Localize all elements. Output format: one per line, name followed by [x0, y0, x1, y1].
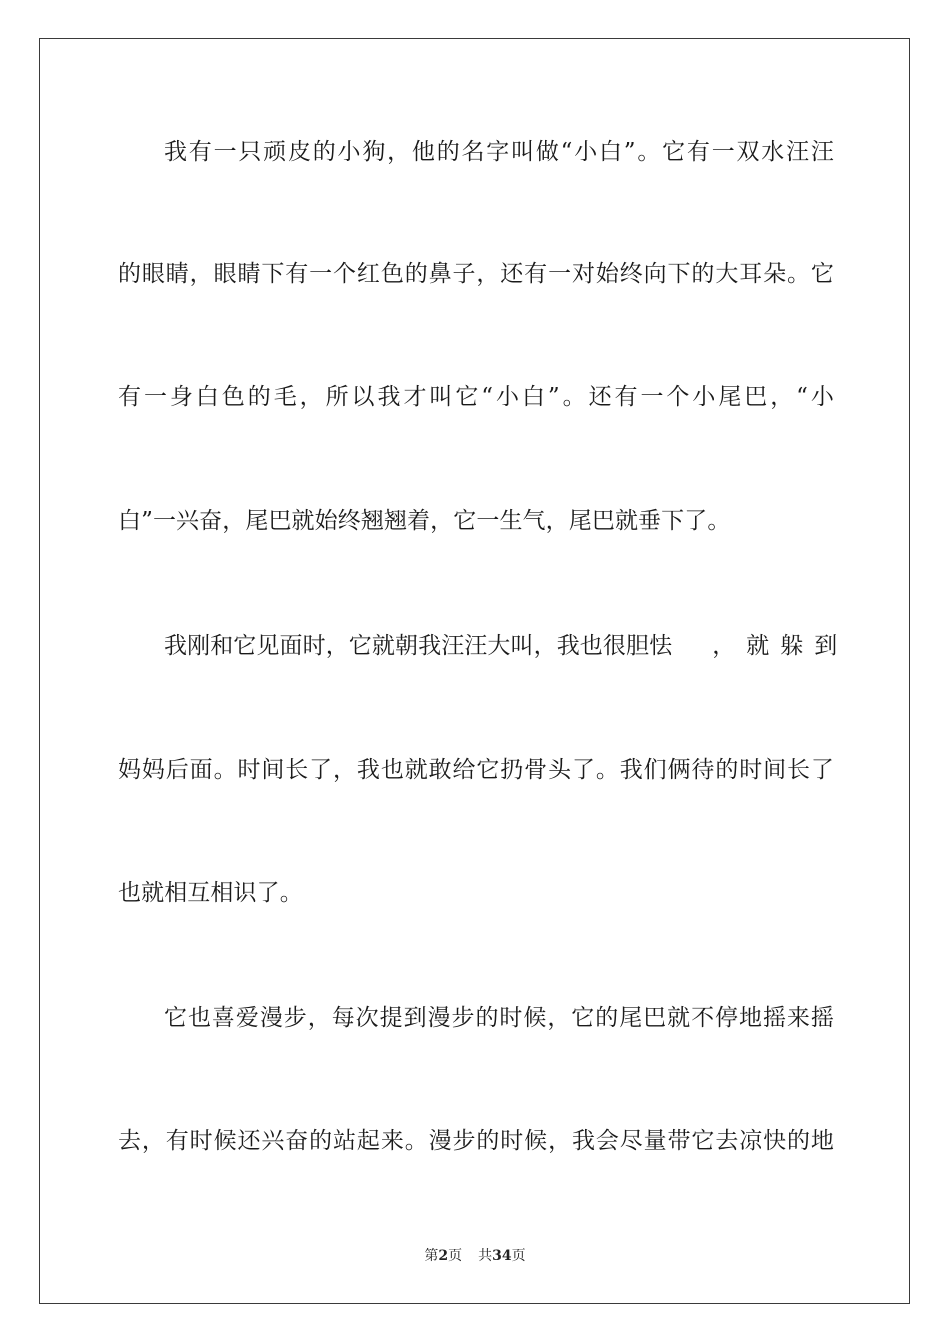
- text-line: 有一身白色的毛，所以我才叫它“小白”。还有一个小尾巴，“小: [118, 384, 837, 410]
- paragraph-2-line-2: [118, 755, 838, 785]
- paragraph-3-line-2: [118, 1126, 838, 1156]
- page-prefix: 第: [424, 1248, 439, 1264]
- text-line: 我刚和它见面时，它就朝我汪汪大叫，我也很胆怯: [164, 633, 673, 659]
- text-line: 白”一兴奋，尾巴就始终翘翘着，它一生气，尾巴就垂下了。: [118, 508, 731, 534]
- page-footer: [0, 1247, 950, 1265]
- text-line: 妈妈后面。时间长了，我也就敢给它扔骨头了。我们俩待的时间长了: [118, 757, 835, 783]
- text-line: 的眼睛，眼睛下有一个红色的鼻子，还有一对始终向下的大耳朵。它: [118, 261, 835, 287]
- paragraph-1-line-4: [118, 506, 838, 536]
- text-line: 它也喜爱漫步，每次提到漫步的时候，它的尾巴就不停地摇来摇: [164, 1005, 835, 1031]
- page-number: 2: [438, 1248, 449, 1264]
- paragraph-2-line-1: [164, 631, 849, 661]
- text-line-tail: ，就躲到: [712, 633, 849, 659]
- total-suffix: 页: [511, 1248, 526, 1264]
- page-border: [39, 38, 910, 1304]
- paragraph-2-line-3: [118, 878, 838, 908]
- paragraph-1-line-3: [118, 382, 838, 412]
- page-suffix: 页: [448, 1248, 463, 1264]
- text-line: 也就相互相识了。: [118, 880, 303, 906]
- paragraph-1-line-1: [164, 137, 834, 167]
- total-prefix: 共: [478, 1248, 493, 1264]
- paragraph-1-line-2: [118, 259, 838, 289]
- total-pages: 34: [492, 1248, 512, 1264]
- text-line: 去，有时候还兴奋的站起来。漫步的时候，我会尽量带它去凉快的地: [118, 1128, 835, 1154]
- paragraph-3-line-1: [164, 1003, 834, 1033]
- text-line: 我有一只顽皮的小狗，他的名字叫做“小白”。它有一双水汪汪: [164, 139, 836, 165]
